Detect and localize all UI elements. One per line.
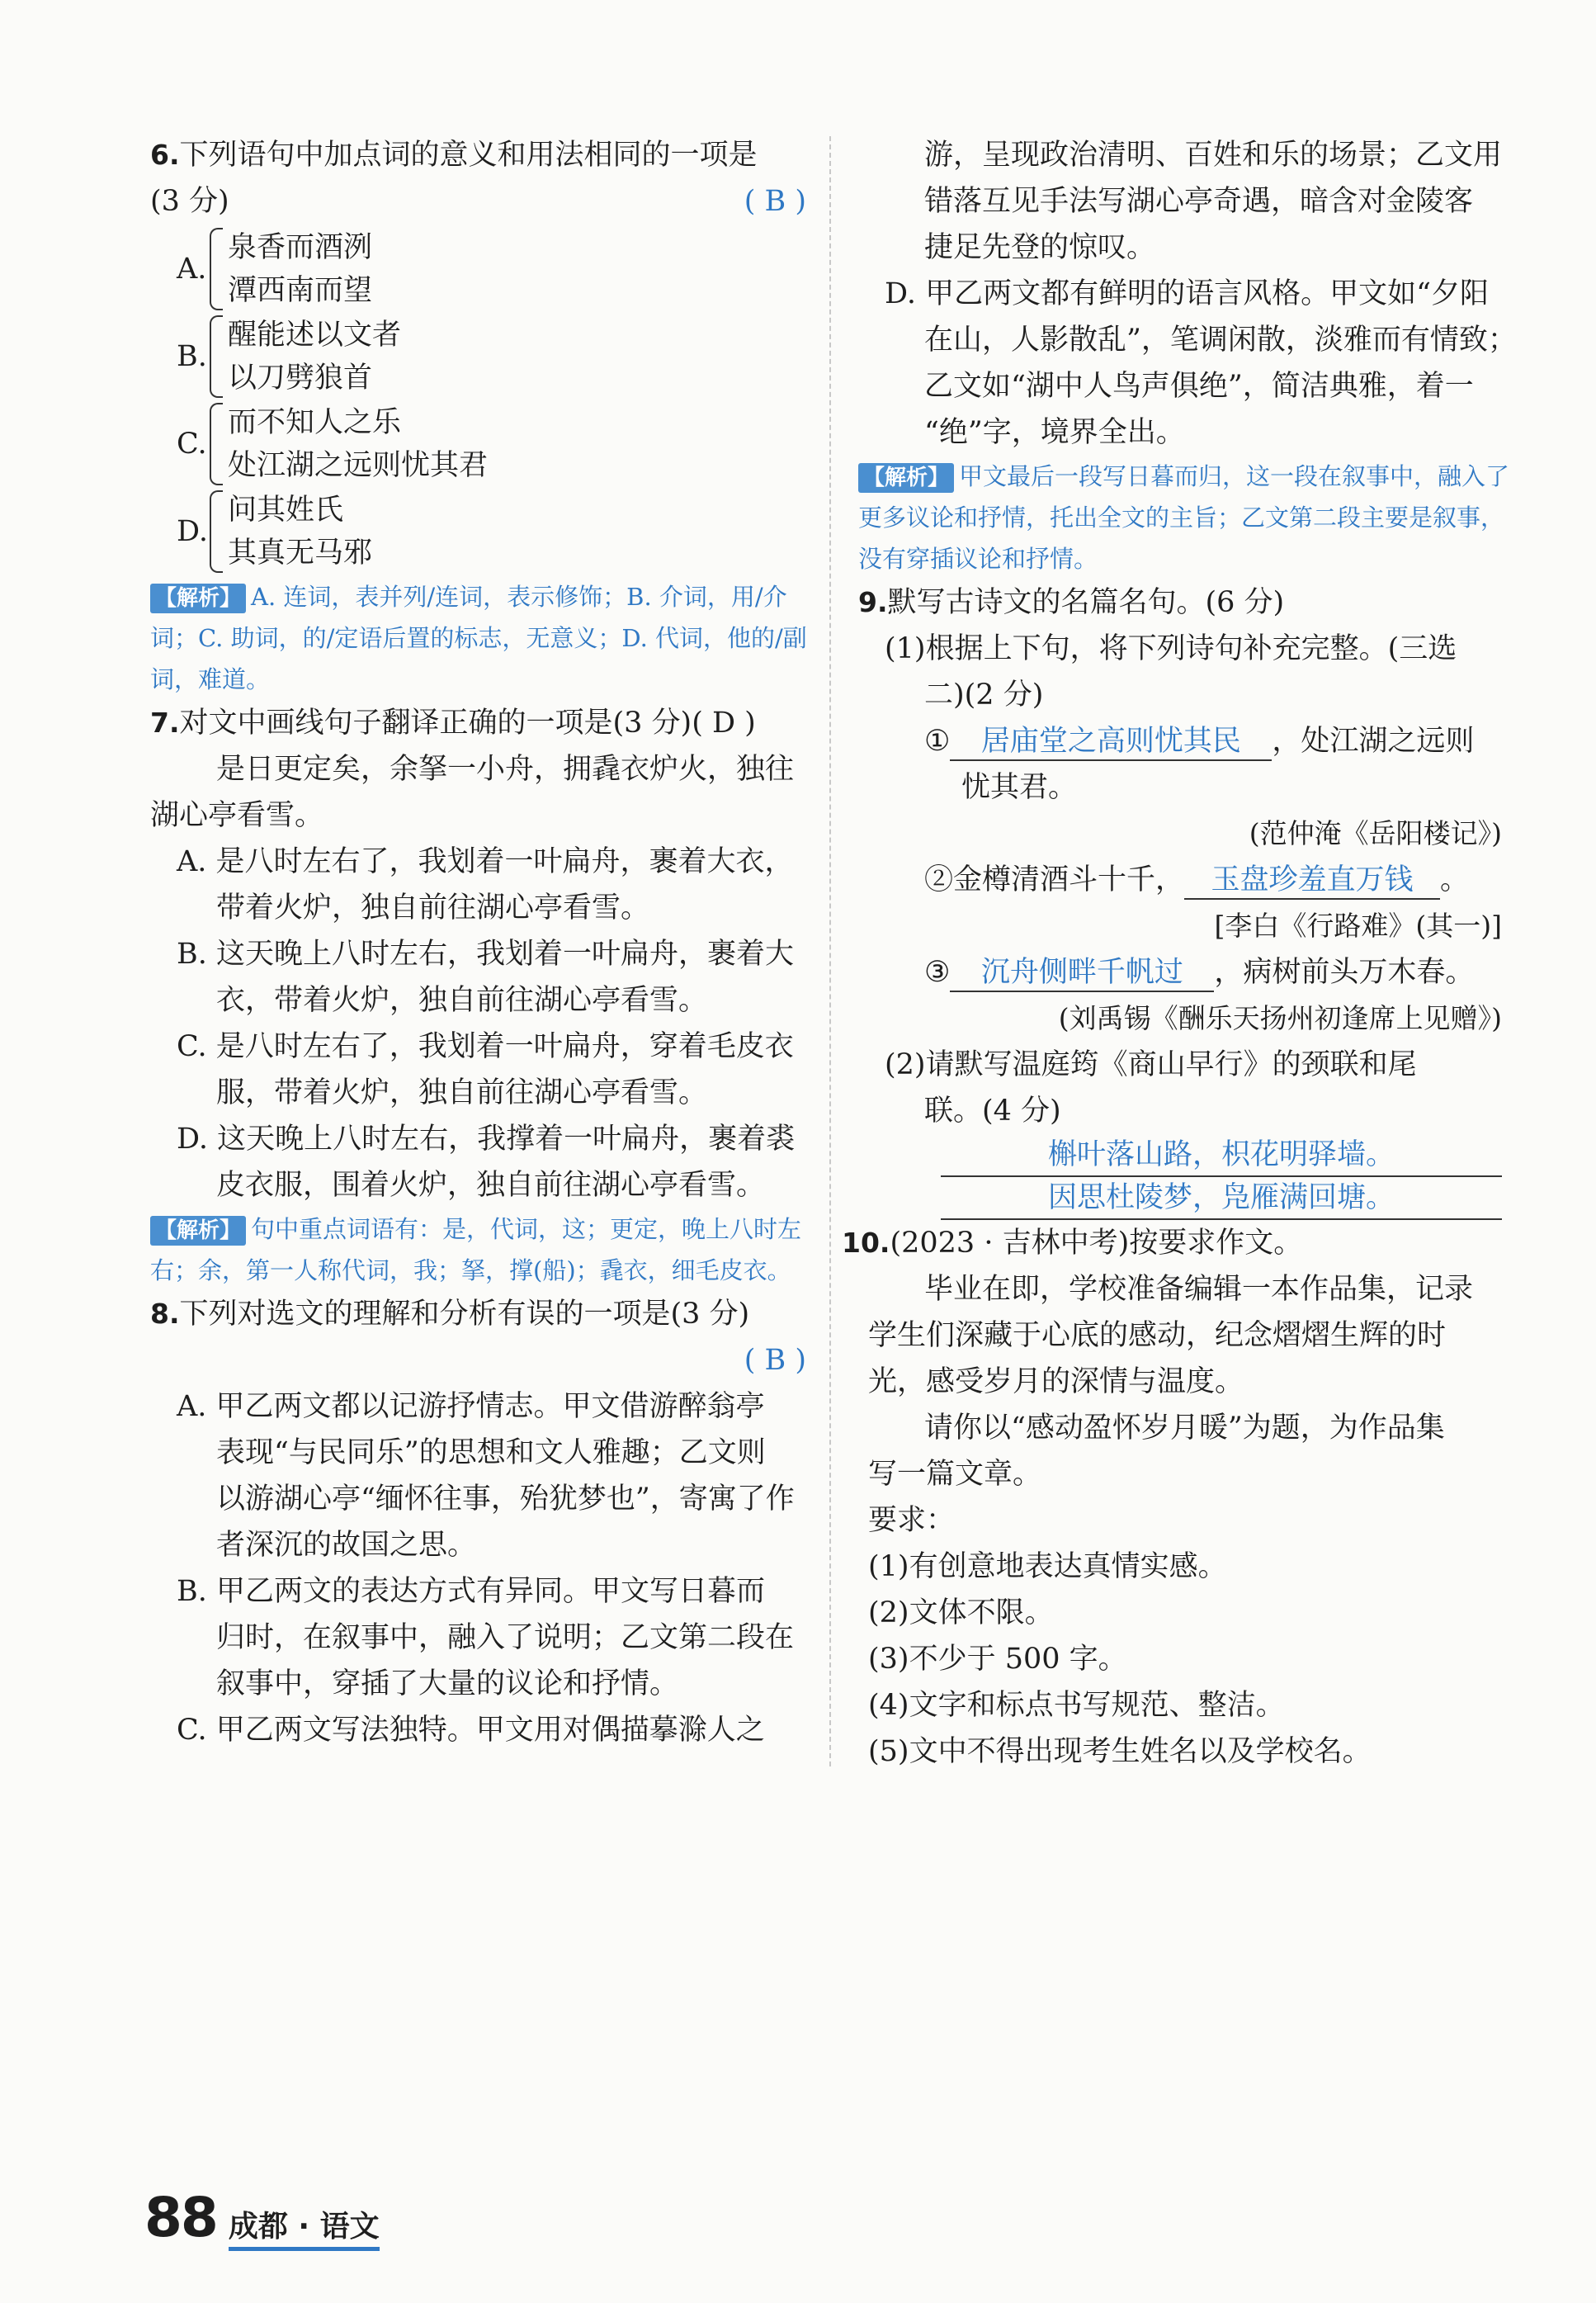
fill-answer: 玉盘珍羞直万钱: [1184, 862, 1440, 900]
item-text: ，处江湖之远则: [1272, 725, 1475, 758]
item-number: ①: [924, 725, 951, 758]
sub-question: (2)请默写温庭筠《商山早行》的颈联和尾: [885, 1048, 1417, 1081]
analysis-text: 甲文最后一段写日暮而归，这一段在叙事中，融入了更多议论和抒情，托出全文的主旨；乙文第二段主要是叙事，没有穿插议论和抒情。: [858, 462, 1510, 573]
question-number: 8.: [150, 1298, 180, 1330]
question-stem: (2023 · 吉林中考)按要求作文。: [890, 1227, 1303, 1260]
source-citation: (刘禹锡《酬乐天扬州初逢席上见赠》): [1058, 1002, 1502, 1034]
question-8-continued: [858, 132, 1517, 579]
prompt-line: 写一篇文章。: [868, 1458, 1042, 1491]
option-line: 表现“与民同乐”的思想和文人雅趣；乙文则: [216, 1436, 766, 1469]
analysis-tag: 【解析】: [150, 1216, 246, 1246]
fill-answer: 居庙堂之高则忧其民: [950, 723, 1272, 761]
question-stem: 对文中画线句子翻译正确的一项是(3 分)( D ): [179, 707, 756, 740]
option-line: 服，带着火炉，独自前往湖心亭看雪。: [216, 1076, 708, 1109]
option-line: 归时，在叙事中，融入了说明；乙文第二段在: [216, 1621, 795, 1654]
right-column: [842, 132, 1517, 1775]
analysis-block: [858, 456, 1510, 579]
item-text: ②金樽清酒斗十千，: [924, 863, 1185, 896]
analysis-text: 句中重点词语有：是，代词，这；更定，晚上八时左右；余，第一人称代词，我；拏，撑(船)；毳衣，细毛皮衣。: [150, 1215, 802, 1284]
option-line: 以刀劈狼首: [228, 362, 373, 395]
left-column: [150, 132, 815, 1753]
answer-line: 因思杜陵梦，凫雁满回塘。: [941, 1177, 1502, 1220]
option-line: D. 甲乙两文都有鲜明的语言风格。甲文如“夕阳: [885, 277, 1489, 310]
brace-icon: [210, 315, 223, 398]
option-line: 潭西南而望: [228, 274, 373, 307]
option-line: 衣，带着火炉，独自前往湖心亭看雪。: [216, 984, 708, 1017]
item-text: 忧其君。: [961, 771, 1078, 804]
page-number: 88: [144, 2186, 217, 2249]
prompt-line: 毕业在即，学校准备编辑一本作品集，记录: [924, 1273, 1474, 1306]
option-line: 皮衣服，围着火炉，独自前往湖心亭看雪。: [216, 1169, 766, 1202]
option-line: 游，呈现政治清明、百姓和乐的场景；乙文用: [924, 139, 1503, 172]
fill-answer: 沉舟侧畔千帆过: [950, 954, 1214, 992]
sub-question: 二)(2 分): [924, 679, 1044, 712]
brace-icon: [210, 490, 223, 573]
option-line: 醒能述以文者: [228, 319, 402, 352]
requirement-item: (4)文字和标点书写规范、整洁。: [868, 1689, 1285, 1722]
book-title: 成都 · 语文: [229, 2203, 380, 2251]
analysis-tag: 【解析】: [858, 463, 954, 493]
requirement-item: (2)文体不限。: [868, 1596, 1054, 1629]
answer-choice: ( B ): [744, 185, 806, 218]
option-line: 以游湖心亭“缅怀往事，殆犹梦也”，寄寓了作: [216, 1483, 795, 1516]
option-letter: A.: [177, 253, 207, 286]
option-line: C. 是八时左右了，我划着一叶扁舟，穿着毛皮衣: [177, 1030, 794, 1063]
answer-line: 槲叶落山路，枳花明驿墙。: [941, 1134, 1502, 1177]
option-letter: D.: [177, 515, 208, 548]
prompt-line: 请你以“感动盈怀岁月暖”为题，为作品集: [924, 1412, 1445, 1445]
source-citation: [李白《行路难》(其一)]: [1214, 910, 1502, 942]
answer-choice: ( B ): [744, 1344, 806, 1377]
question-stem: 下列对选文的理解和分析有误的一项是(3 分): [179, 1298, 750, 1331]
requirement-item: (5)文中不得出现考生姓名以及学校名。: [868, 1735, 1372, 1768]
option-b: [177, 314, 815, 400]
question-score: (3 分): [150, 185, 229, 218]
option-line: 乙文如“湖中人鸟声俱绝”，简洁典雅，着一: [924, 370, 1474, 403]
column-divider: [829, 136, 831, 1766]
option-line: 错落互见手法写湖心亭奇遇，暗含对金陵客: [924, 185, 1474, 218]
question-number: 7.: [150, 707, 180, 739]
option-line: 者深沉的故国之思。: [216, 1529, 477, 1562]
question-8: [150, 1291, 815, 1753]
option-line: 带着火炉，独自前往湖心亭看雪。: [216, 891, 650, 925]
brace-icon: [210, 403, 223, 485]
option-line: 其真无马邪: [228, 537, 373, 570]
brace-icon: [210, 228, 223, 310]
option-a: [177, 226, 815, 312]
requirement-item: (3)不少于 500 字。: [868, 1643, 1127, 1676]
prompt-line: 光，感受岁月的深情与温度。: [868, 1365, 1244, 1398]
quote-line: 是日更定矣，余拏一小舟，拥毳衣炉火，独往: [216, 753, 795, 786]
option-letter: C.: [177, 428, 207, 461]
analysis-block: [150, 576, 815, 700]
item-text: ，病树前头万木春。: [1214, 956, 1475, 989]
source-citation: (范仲淹《岳阳楼记》): [1249, 817, 1502, 849]
question-number: 9.: [858, 586, 888, 618]
option-line: D. 这天晚上八时左右，我撑着一叶扁舟，裹着裘: [177, 1123, 796, 1156]
option-d: [177, 489, 815, 575]
option-line: 泉香而酒洌: [228, 231, 373, 264]
option-line: A. 是八时左右了，我划着一叶扁舟，裹着大衣，: [177, 845, 794, 878]
option-line: A. 甲乙两文都以记游抒情志。甲文借游醉翁亭: [177, 1390, 765, 1423]
page-footer: [144, 2186, 380, 2251]
question-6: [150, 132, 815, 700]
question-stem: 默写古诗文的名篇名句。(6 分): [887, 586, 1285, 619]
option-line: C. 甲乙两文写法独特。甲文用对偶描摹滁人之: [177, 1714, 765, 1747]
question-number: 6.: [150, 139, 180, 171]
option-line: 而不知人之乐: [228, 406, 402, 439]
analysis-block: [150, 1208, 815, 1291]
question-7: [150, 700, 815, 1291]
option-line: B. 这天晚上八时左右，我划着一叶扁舟，裹着大: [177, 938, 794, 971]
requirement-item: (1)有创意地表达真情实感。: [868, 1550, 1227, 1583]
option-line: B. 甲乙两文的表达方式有异同。甲文写日暮而: [177, 1575, 765, 1608]
sub-question: 联。(4 分): [924, 1095, 1061, 1128]
question-number: 10.: [842, 1227, 890, 1259]
analysis-text: A. 连词，表并列/连词，表示修饰；B. 介词，用/介词；C. 助词，的/定语后置的标志，无意义；D. 代词，他的/副词，难道。: [150, 583, 807, 693]
option-line: 捷足先登的惊叹。: [924, 231, 1156, 264]
question-10: [842, 1220, 1510, 1775]
option-c: [177, 401, 815, 487]
quote-line: 湖心亭看雪。: [150, 799, 324, 832]
question-stem: 下列语句中加点词的意义和用法相同的一项是: [179, 139, 758, 172]
option-line: 在山，人影散乱”，笔调闲散，淡雅而有情致；: [924, 324, 1517, 357]
option-line: 叙事中，穿插了大量的议论和抒情。: [216, 1667, 679, 1700]
option-line: 处江湖之远则忧其君: [228, 449, 489, 482]
requirements-title: 要求：: [868, 1504, 956, 1537]
analysis-tag: 【解析】: [150, 584, 246, 613]
option-letter: B.: [177, 340, 207, 373]
item-number: ③: [924, 956, 951, 989]
item-text: 。: [1440, 863, 1470, 896]
option-line: “绝”字，境界全出。: [924, 416, 1185, 449]
prompt-line: 学生们深藏于心底的感动，纪念熠熠生辉的时: [868, 1319, 1447, 1352]
question-9: [858, 579, 1510, 1220]
sub-question: (1)根据上下句，将下列诗句补充完整。(三选: [885, 632, 1457, 665]
option-line: 问其姓氏: [228, 494, 344, 527]
